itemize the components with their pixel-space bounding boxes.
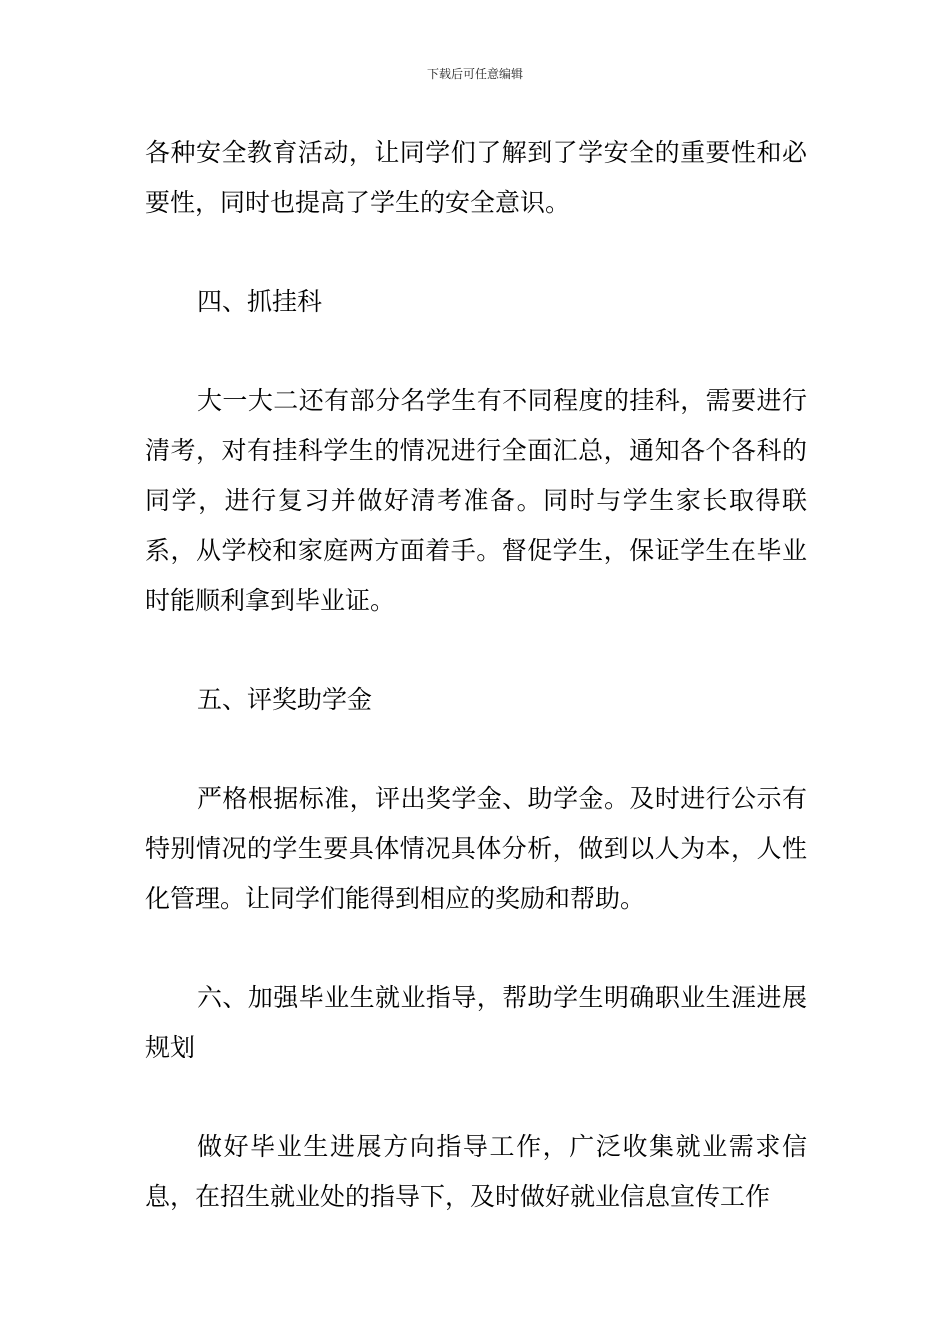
paragraph-gap <box>145 725 807 774</box>
section-heading-career-guidance: 六、加强毕业生就业指导，帮助学生明确职业生涯进展规划 <box>145 983 807 1062</box>
paragraph-career-guidance: 做好毕业生进展方向指导工作，广泛收集就业需求信息，在招生就业处的指导下，及时做好就业信息宣传工作 <box>145 1132 807 1211</box>
document-body <box>145 128 807 1222</box>
page-header-note: 下载后可任意编辑 <box>426 67 523 81</box>
paragraph-gap <box>145 1073 807 1122</box>
paragraph-scholarships: 严格根据标准，评出奖学金、助学金。及时进行公示有特别情况的学生要具体情况具体分析，做到以人为本，人性化管理。让同学们能得到相应的奖励和帮助。 <box>145 784 807 913</box>
section-heading-scholarships: 五、评奖助学金 <box>197 685 373 714</box>
paragraph-gap <box>145 228 807 277</box>
paragraph-gap <box>145 924 807 973</box>
paragraph-safety-continued: 各种安全教育活动，让同学们了解到了学安全的重要性和必要性，同时也提高了学生的安全意识。 <box>145 138 807 217</box>
paragraph-gap <box>145 626 807 675</box>
paragraph-gap <box>145 327 807 376</box>
paragraph-failed-courses: 大一大二还有部分名学生有不同程度的挂科，需要进行清考，对有挂科学生的情况进行全面汇总，通知各个各科的同学，进行复习并做好清考准备。同时与学生家长取得联系，从学校和家庭两方面着手。督促学生，保证学生在毕业时能顺利拿到毕业证。 <box>145 386 807 615</box>
section-heading-failed-courses: 四、抓挂科 <box>197 287 323 316</box>
